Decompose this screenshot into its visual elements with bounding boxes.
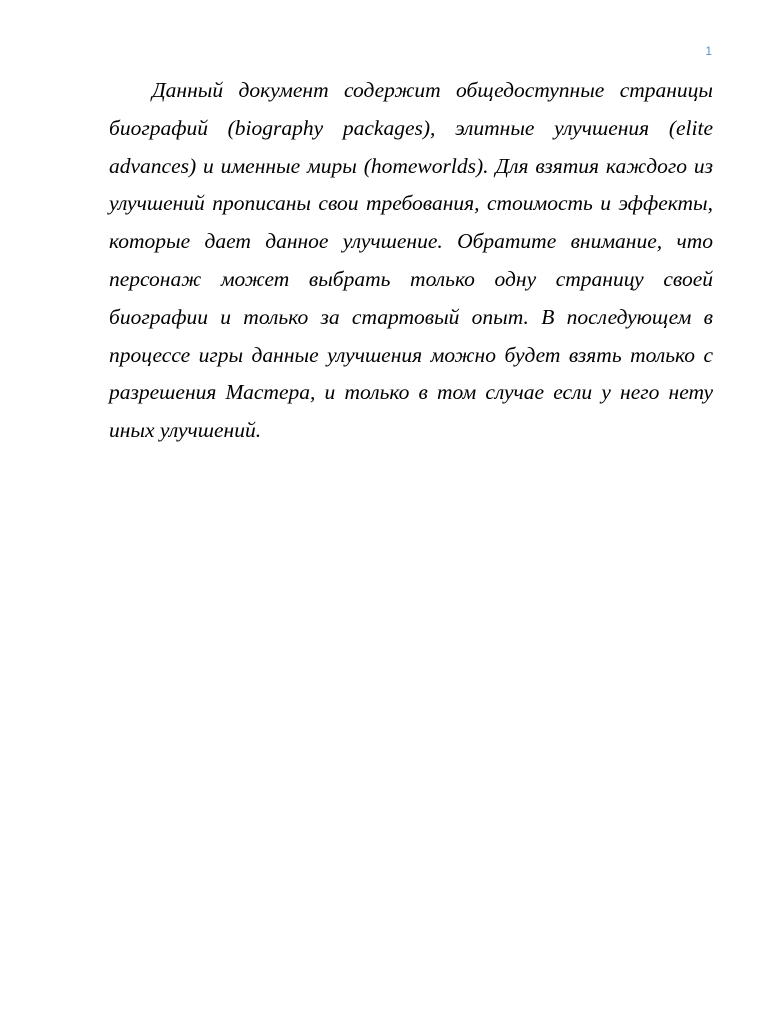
- body-paragraph: Данный документ содержит общедоступные страницы биографий (biography packages), элитные улучшения (elite advances) и именные миры (homeworlds). Для взятия каждого из улучшений прописаны свои требования, стоимость и эффекты, которые дает данное улучшение. Обратите внимание, что персонаж может выбрать только одну страницу своей биографии и только за стартовый опыт. В последующем в процессе игры данные улучшения можно будет взять только с разрешения Мастера, и только в том случае если у него нету иных улучшений.: [109, 78, 713, 443]
- page-number: 1: [705, 44, 712, 58]
